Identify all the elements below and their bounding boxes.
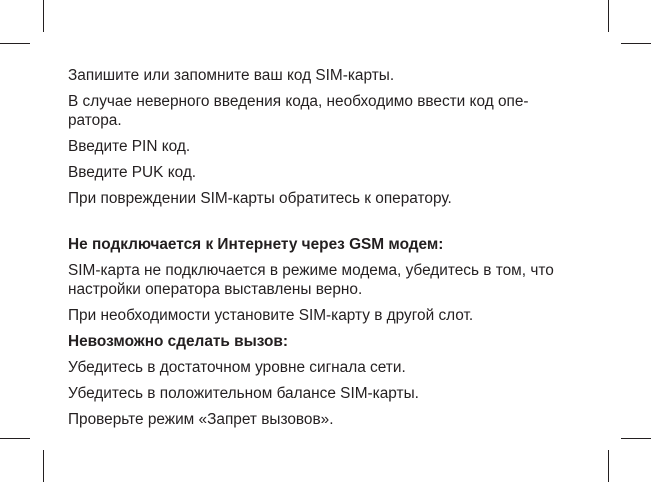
paragraph-signal-level: Убедитесь в достаточном уровне сигнала сети.	[68, 359, 406, 376]
crop-mark-bottom-right-vertical	[608, 450, 609, 482]
crop-mark-bottom-right-horizontal	[621, 438, 651, 439]
crop-mark-top-left-horizontal	[0, 43, 30, 44]
paragraph-record-sim-code: Запишите или запомните ваш код SIM-карты.	[68, 67, 395, 84]
heading-no-internet-gsm-modem: Не подключается к Интернету через GSM модем:	[68, 236, 444, 253]
heading-cannot-make-call: Невозможно сделать вызов:	[68, 333, 289, 350]
paragraph-enter-puk: Введите PUK код.	[68, 164, 197, 181]
document-body	[68, 66, 568, 436]
crop-mark-top-right-vertical	[608, 0, 609, 32]
paragraph-damaged-sim: При повреждении SIM-карты обратитесь к оператору.	[68, 190, 452, 207]
crop-mark-top-left-vertical	[43, 0, 44, 32]
paragraph-call-barring: Проверьте режим «Запрет вызовов».	[68, 411, 334, 428]
paragraph-positive-balance: Убедитесь в положительном балансе SIM-карты.	[68, 385, 419, 402]
crop-mark-bottom-left-horizontal	[0, 438, 30, 439]
paragraph-wrong-code: В случае неверного введения кода, необходимо ввести код опе-ратора.	[68, 93, 529, 129]
section-gap	[68, 215, 568, 235]
paragraph-sim-modem-mode: SIM-карта не подключается в режиме модема, убедитесь в том, что настройки оператора выставлены верно.	[68, 262, 554, 298]
crop-mark-bottom-left-vertical	[43, 450, 44, 482]
paragraph-enter-pin: Введите PIN код.	[68, 138, 191, 155]
paragraph-install-other-slot: При необходимости установите SIM-карту в другой слот.	[68, 307, 474, 324]
crop-mark-top-right-horizontal	[621, 43, 651, 44]
